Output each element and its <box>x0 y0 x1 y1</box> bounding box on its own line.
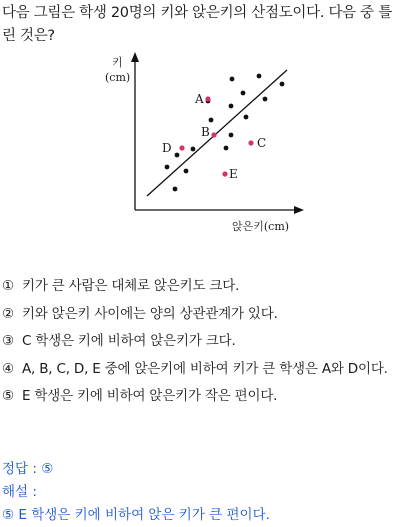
option-4[interactable] <box>2 356 398 384</box>
scatter-point <box>244 115 249 120</box>
scatter-point <box>280 82 285 87</box>
labeled-point-d <box>179 145 184 150</box>
scatter-point <box>165 165 170 170</box>
answer-options <box>2 273 398 411</box>
option-3[interactable] <box>2 328 398 356</box>
scatter-point <box>241 91 246 96</box>
trend-line <box>147 70 287 196</box>
explanation-text: ⑤ E 학생은 키에 비하여 앉은 키가 큰 편이다. <box>2 507 270 523</box>
option-1[interactable] <box>2 273 398 301</box>
scatter-point <box>257 74 262 79</box>
option-text: E 학생은 키에 비하여 앉은키가 작은 편이다. <box>22 388 278 404</box>
scatter-point <box>184 169 189 174</box>
scatter-point <box>191 147 196 152</box>
option-number: ⑤ <box>2 388 14 404</box>
option-2[interactable] <box>2 301 398 329</box>
answer-label: 정답 : ⑤ <box>2 461 54 477</box>
option-number: ② <box>2 305 14 322</box>
option-5[interactable] <box>2 383 398 411</box>
question-text: 다음 그림은 학생 20명의 키와 앉은키의 산점도이다. 다음 중 틀린 것은? <box>2 5 392 44</box>
x-axis-label: 앉은키(cm) <box>232 220 290 233</box>
scatter-point <box>224 146 229 151</box>
option-number: ④ <box>2 360 14 377</box>
point-label-b: B <box>201 125 210 139</box>
scatter-point <box>209 118 214 123</box>
scatter-point <box>263 97 268 102</box>
y-axis-arrow <box>131 52 139 62</box>
point-label-a: A <box>195 92 204 106</box>
option-text: 키와 앉은키 사이에는 양의 상관관계가 있다. <box>22 305 278 322</box>
option-text: 키가 큰 사람은 대체로 앉은키도 크다. <box>22 278 240 294</box>
scatter-point <box>230 77 235 82</box>
option-number: ③ <box>2 333 14 349</box>
labeled-point-c <box>248 140 253 145</box>
scatter-point <box>229 133 234 138</box>
point-label-e: E <box>229 167 238 181</box>
option-text: A, B, C, D, E 중에 앉은키에 비하여 키가 큰 학생은 A와 D이다. <box>22 360 388 377</box>
scatter-point <box>173 187 178 192</box>
explanation-label: 해설 : <box>2 484 37 500</box>
answer-section <box>2 458 398 527</box>
labeled-point-a <box>205 96 210 101</box>
y-axis-label: 키 <box>112 56 123 69</box>
labeled-point-b <box>211 132 216 137</box>
y-axis-unit: (cm) <box>105 71 131 84</box>
scatter-point <box>175 153 180 158</box>
point-label-c: C <box>257 136 267 150</box>
x-axis-arrow <box>294 206 304 214</box>
scatter-point <box>229 104 234 109</box>
scatter-plot <box>0 0 400 240</box>
labeled-point-e <box>222 171 227 176</box>
point-label-d: D <box>162 141 172 155</box>
option-number: ① <box>2 278 14 294</box>
option-text: C 학생은 키에 비하여 앉은키가 크다. <box>22 333 236 349</box>
